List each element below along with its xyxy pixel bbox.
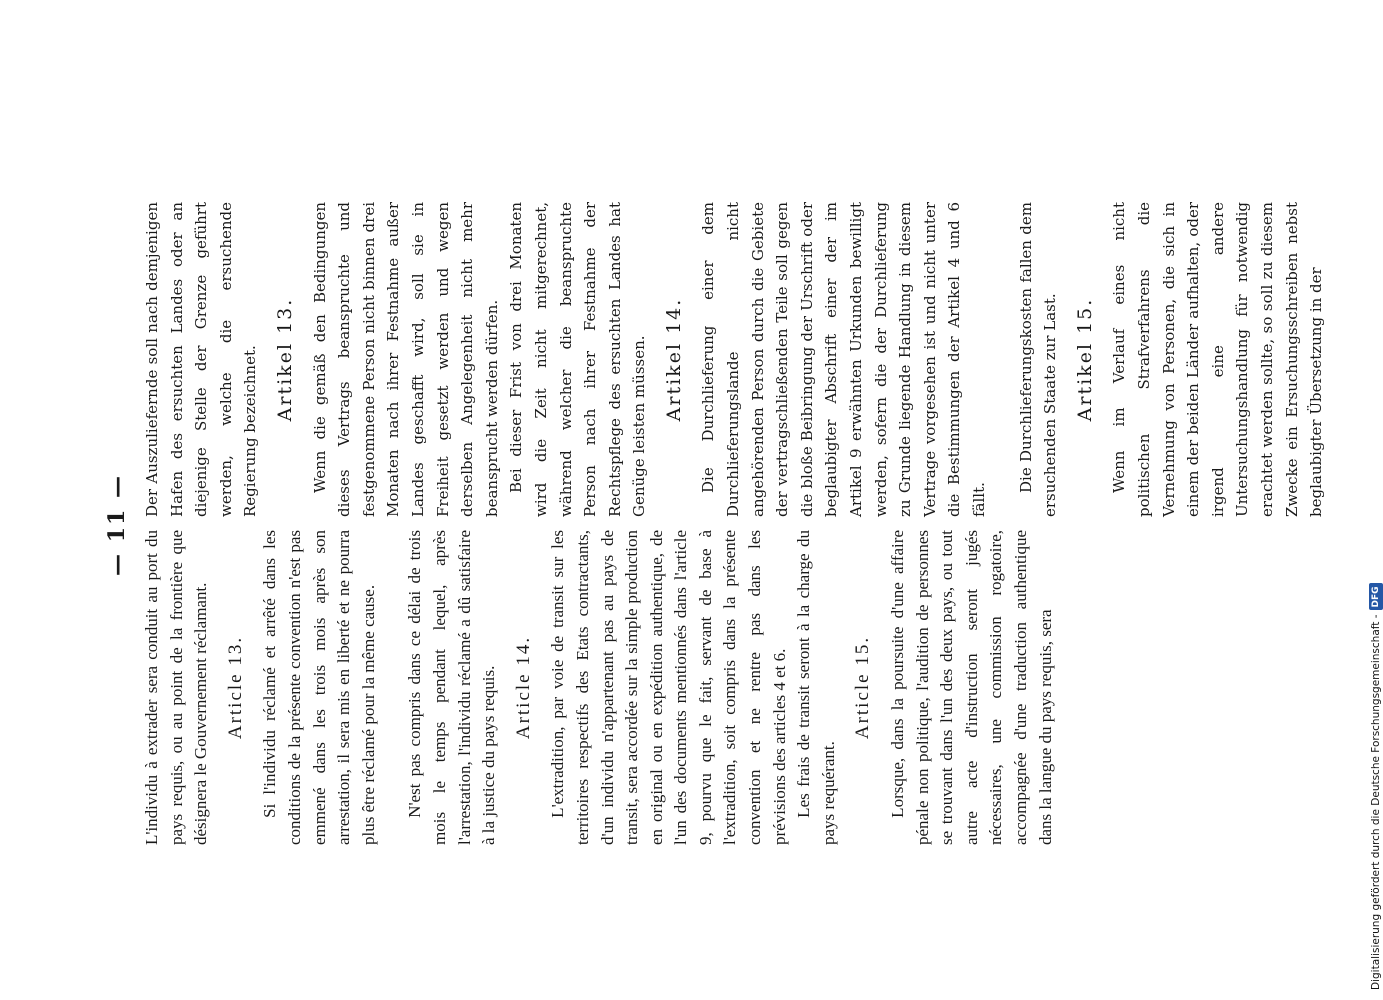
french-column bbox=[140, 530, 1058, 845]
german-article-15-paragraph-1: Wenn im Verlauf eines nicht politischen Strafverfahrens die Vernehmung von Personen, die sich in einem der beiden Länder aufhalten, oder irgend eine andere Untersuchungshandlung für notwendig erachtet werden sollte, so soll zu diesem Zwecke ein Ersuchungsschreiben nebst beglaubigter Übersetzung in der bbox=[1110, 202, 1326, 517]
german-article-13-paragraph-2: Bei dieser Frist von drei Monaten wird die Zeit nicht mitgerechnet, während welcher die beanspruchte Person nach ihrer Festnahme der Rechtspflege des ersuchten Landes hat Genüge leisten müssen. bbox=[507, 202, 649, 517]
german-article-14-paragraph-2: Die Durchlieferungskosten fallen dem ersuchenden Staate zur Last. bbox=[1016, 202, 1060, 517]
german-article-14-paragraph-1: Die Durchlieferung einer dem Durchlieferungslande nicht angehörenden Person durch die Gebiete der vertragschließenden Teile soll gegen die bloße Beibringung der Urschrift oder beglaubigter Abschrift einer der im Artikel 9 erwähnten Urkunden bewilligt werden, sofern die der Durchlieferung zu Grunde liegende Handlung in diesem Vertrage vorgesehen ist und nicht unter die Bestimmungen der Artikel 4 und 6 fällt. bbox=[699, 202, 988, 517]
german-article-15-heading: Artikel 15. bbox=[1073, 297, 1096, 422]
french-intro-paragraph: L'individu à extrader sera conduit au port du pays requis, ou au point de la frontière que désignera le Gouvernement réclamant. bbox=[142, 530, 211, 845]
dfg-logo: DFG bbox=[1369, 583, 1383, 610]
french-article-14-paragraph-1: L'extradition, par voie de transit sur les territoires respectifs des Etats contractants, d'un individu n'appartenant pas au pays de transit, sera accordée sur la simple production en original ou en expédition authentique, de l'un des documents mentionnés dans l'article 9, pourvu que le fait, servant de base à l'extradition, soit compris dans la présente convention et ne rentre pas dans les prévisions des articles 4 et 6. bbox=[548, 530, 789, 845]
french-article-13-paragraph-1: Si l'individu réclamé et arrêté dans les conditions de la présente convention n'est pas emmené dans les trois mois après son arrestation, il sera mis en liberté et ne pourra plus être réclamé pour la même cause. bbox=[260, 530, 378, 845]
digitization-note: Digitalisierung gefördert durch die Deutsche Forschungsgemeinschaft - bbox=[1370, 614, 1382, 990]
digitization-credit bbox=[1368, 586, 1383, 990]
french-article-13-heading: Article 13. bbox=[224, 635, 246, 740]
german-article-14-heading: Artikel 14. bbox=[662, 297, 685, 422]
german-column bbox=[140, 202, 1329, 517]
page-number: — 11 — bbox=[104, 474, 130, 576]
german-article-13-paragraph-1: Wenn die gemäß den Bedingungen dieses Vertrags beanspruchte und festgenommene Person nicht binnen drei Monaten nach ihrer Festnahme außer Landes geschafft wird, soll sie in Freiheit gesetzt werden und wegen derselben Angelegenheit nicht mehr beansprucht werden dürfen. bbox=[310, 202, 501, 517]
french-article-13-paragraph-2: N'est pas compris dans ce délai de trois mois le temps pendant lequel, après l'arrestation, l'individu réclamé a dû satisfaire à la justice du pays requis. bbox=[405, 530, 499, 845]
rotated-page bbox=[104, 202, 1326, 845]
german-intro-paragraph: Der Auszuliefernde soll nach demjenigen Hafen des ersuchten Landes oder an diejenige Stelle der Grenze geführt werden, welche die ersuchende Regierung bezeichnet. bbox=[143, 202, 260, 517]
german-article-13-heading: Artikel 13. bbox=[273, 297, 296, 422]
french-article-15-paragraph-1: Lorsque, dans la poursuite d'une affaire pénale non politique, l'audition de personnes se trouvant dans l'un des deux pays, ou tout autre acte d'instruction seront jugés nécessaires, une commission rogatoire, accompagnée d'une traduction authentique dans la langue du pays requis, sera bbox=[888, 530, 1055, 845]
french-article-14-paragraph-2: Les frais de transit seront à la charge du pays requérant. bbox=[794, 530, 838, 845]
french-article-15-heading: Article 15. bbox=[852, 635, 874, 740]
french-article-14-heading: Article 14. bbox=[512, 635, 534, 740]
